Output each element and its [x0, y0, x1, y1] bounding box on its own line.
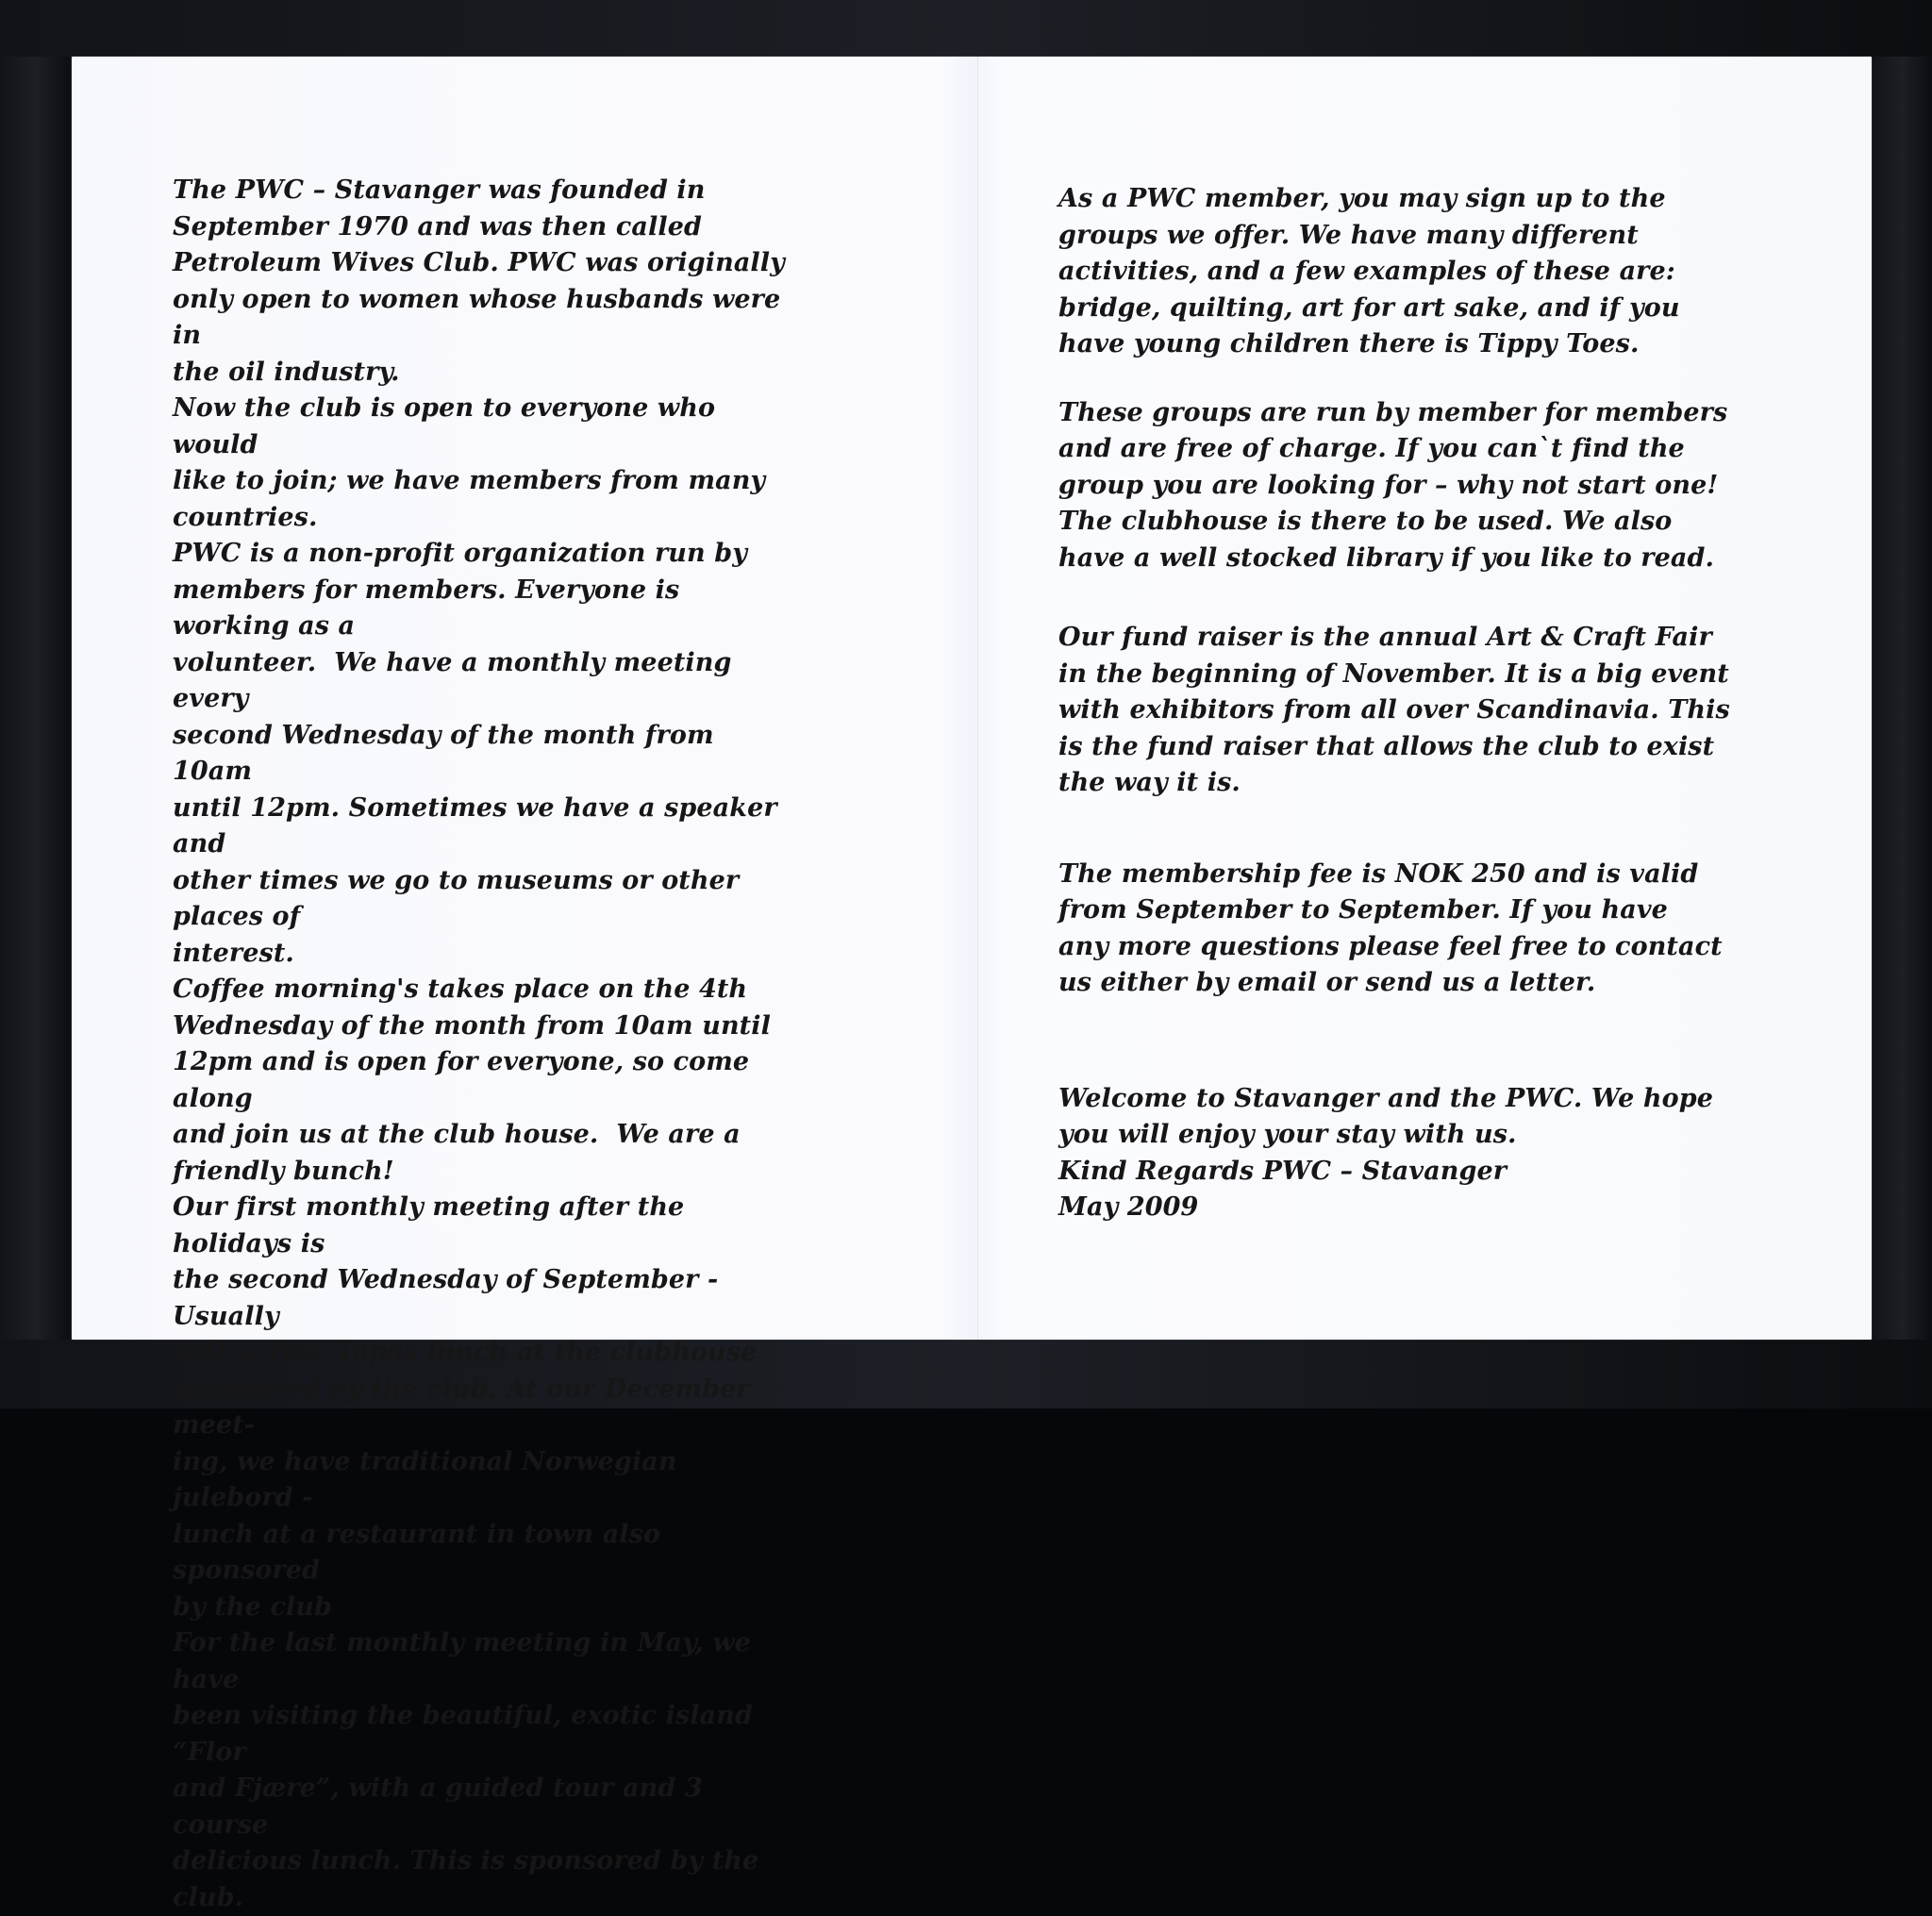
history-paragraph: The PWC – Stavanger was founded in September 1970 and was then called Petroleum Wives Club. PWC was originally only open to women whose husbands were in the oil industry.	[173, 175, 785, 387]
scanner-strip-right	[1872, 0, 1932, 1408]
coffee-morning-paragraph: Coffee morning's takes place on the 4th Wednesday of the month from 10am until 12pm and is open for everyone, so come along and join us at the club house. We are a friendly bunch!	[173, 975, 771, 1186]
date-line: May 2009	[1058, 1192, 1199, 1222]
scanner-strip-left	[0, 0, 72, 1408]
september-meeting-paragraph: Our first monthly meeting after the holidays is the second Wednesday of September - Usually with a free Tapas lunch at the clubhouse sponsored by the club. At our December meet- ing, we have traditional Norwegian julebord - lunch at a restaurant in town also sponsored by the club	[173, 1192, 758, 1622]
membership-fee-paragraph: The membership fee is NOK 250 and is valid from September to September. If you have any more questions please feel free to contact us either by email or send us a letter.	[1058, 858, 1723, 997]
groups-paragraph: As a PWC member, you may sign up to the groups we offer. We have many different activities, and a few examples of these are: bridge, quilting, art for art sake, and if you have young children there is Tippy Toes.	[1058, 184, 1680, 358]
organization-paragraph: PWC is a non-profit organization run by members for members. Everyone is working as a volunteer. We have a monthly meeting every second Wednesday of the month from 10am until 12pm. Sometimes we have a speaker and other times we go to museums or other places of interest.	[173, 539, 777, 968]
welcome-paragraph: Welcome to Stavanger and the PWC. We hope you will enjoy your stay with us.	[1058, 1083, 1714, 1149]
free-groups-paragraph: These groups are run by member for members and are free of charge. If you can`t find the group you are looking for – why not start one! The clubhouse is there to be used. We also have a well stocked library if you like to read.	[1058, 397, 1728, 573]
may-meeting-paragraph: For the last monthly meeting in May, we have been visiting the beautiful, exotic island “Flor and Fjære”, with a guided tour and 3 course delicious lunch. This is sponsored by the club.	[173, 1628, 759, 1912]
scanner-strip-top	[0, 0, 1932, 57]
kind-regards-line: Kind Regards PWC – Stavanger	[1058, 1156, 1507, 1186]
fund-raiser-paragraph: Our fund raiser is the annual Art & Craft Fair in the beginning of November. It is a big event with exhibitors from all over Scandinavia. This is the fund raiser that allows the club to exist the way it is.	[1058, 623, 1730, 797]
left-text-column	[173, 173, 795, 1916]
membership-paragraph: Now the club is open to everyone who would like to join; we have members from many countries.	[173, 393, 766, 532]
right-text-column	[1058, 181, 1738, 1226]
